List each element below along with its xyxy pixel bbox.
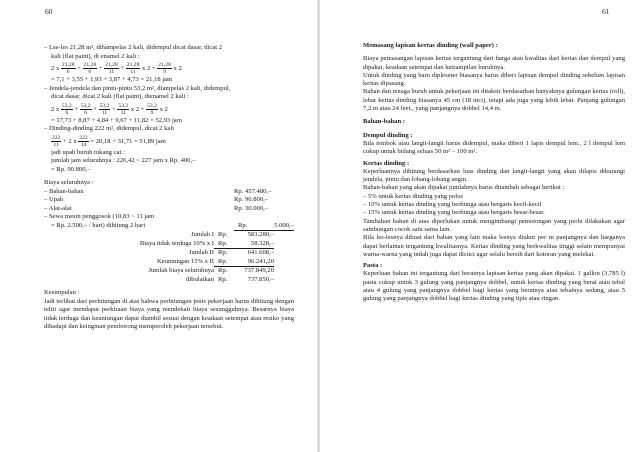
- dinding-line-1: – Dinding-dinding 222 m², didempul, dicat 2 kali: [44, 125, 174, 132]
- kesimpulan-text: Jadi terlihat dari perhitungan di atas bahwa perhitungan jenis pekerjaan harus dihitung dengan teliti agar mendapat perkiraan biaya yang mendekati biaya sesungguhnya. Besarnya biaya tidak terduga dan keuntungan dapat diambil sesuai dengan keadaan setempat atau resiko yang dihadapi dan keinginan pemborong memperoleh pekerjaan tersebut.: [44, 297, 294, 330]
- les-line-1: – Les-les 21,28 m², dihampelas 2 kali, didempul dicat dasar, dicat 2: [44, 44, 223, 51]
- cost-row-upah: – Upah Rp. 90.800,–: [44, 196, 269, 203]
- para-pemotongan: Tambahan bahan di atas diperlukan untuk mengimbangi pemotongan yang perlu dilakukan agar sambungan cocok satu sama lain.: [363, 217, 625, 233]
- page-number-right: 61: [602, 7, 610, 16]
- heading-kertas: Kertas dinding :: [363, 159, 410, 167]
- total-row-dibulatkan: dibulatkan Rp. 737.850,–: [186, 275, 274, 283]
- list-item: – 10% untuk kertas dinding yang berbunga atau bergaris kecil-kecil: [363, 201, 542, 209]
- jendela-line-1: – Jendela-jendela dan pintu-pintu 53,2 m², diampelas 2 kali, didempul,: [44, 84, 231, 92]
- formula-les: 2 x $\frac{21,28}{6}$ + $\frac{21,28}{6}$ + $\frac{21,28}{11}$ + $\frac{21,28}{11}$ x 2 + $\frac{21,28}{9}$ x 2: [51, 62, 182, 75]
- upah-line-2: jumlah jam seluruhnya : 226,42 ~ 227 jam x Rp. 400,–: [51, 157, 196, 164]
- list-item: – 5% untuk kertas dinding yang polos: [363, 192, 463, 200]
- total-row-mesin: = Rp. 2.500,– / hari) dihitung 2 hari Rp. 5.000,–: [44, 222, 294, 232]
- jendela-line-2: dicat dasar, dicat 2 kali (flat paint), dienamel 2 kali :: [51, 93, 189, 100]
- les-line-2: kali (flat paint), di enamel 2 kali :: [51, 52, 140, 60]
- para-biaya: Biaya pemasangan lapisan kertas tergantung dari harga atau kwalitas dari kertas dan dempul yang dipakai, keadaan setempat dan ketrampilan buruhnya.: [363, 55, 625, 71]
- formula-jendela: 2 x $\frac{53,2}{6}$ + $\frac{53,2}{6}$ + $\frac{53,2}{11}$ + $\frac{53,2}{11}$ x 2 + $\frac{53,2}{9}$ x 2: [51, 102, 168, 116]
- formula-dinding: $\frac{222}{11}$ + 2 x $\frac{222}{14}$ = 20,18 + 31,71 = 51,89 jam: [52, 134, 166, 148]
- page-number-left: 60: [45, 7, 53, 16]
- upah-line-3: = Rp. 90.800,–: [51, 165, 91, 173]
- total-row-jumlah-2: Jumlah II Rp. 641.608,–: [188, 249, 274, 256]
- para-bahan-tenaga: Bahan dan tenaga buruh untuk pekerjaan ini ditaksir berdasarkan banyaknya gulungan kertas (roll), lebar kertas dinding biasanya 45 cm (18 inci), tetapi ada juga yang lebih lebar. Panjang gulungan 7,2 m atau 24 feet., yang panjangnya dobbel 14,4 m.: [363, 88, 626, 113]
- para-pasta: Keperluan bahan ini tergantung dari beratnya lapisan kertas yang akan dipakai. 1 gallon (3,785 l) pasta cukup untuk 3 gulung yang panjangnya dobbel, untuk kertas dinding yang berat atau tebal atau 4 gulung yang panjangnya dobbel bagi kertas yang beratnya atau tebalnya sedang, atau 5 gulung yang panjangnya dobbel bagi kertas dinding yang tipis atau ringan.: [363, 270, 625, 303]
- heading-dempul: Dempul dinding :: [363, 131, 413, 139]
- total-row-jumlah-1: Jumlah I Rp. 583.280,–: [191, 231, 274, 238]
- total-row-tak-terduga: Biaya tidak terduga 10% x I Rp. 58.328,–: [44, 240, 294, 250]
- jendela-result: = 17,73 + 8,87 + 4,84 + 9,67 + 11,82 = 52,93 jam: [51, 116, 182, 124]
- para-dinding-baru: Untuk dinding yang baru dipleseter biasanya harus diberi lapisan dempul dinding sebelum lapisan kertas dipasang.: [363, 71, 625, 88]
- right-column: [363, 42, 625, 304]
- biaya-heading: Biaya seluruhnya :: [44, 179, 94, 186]
- para-les: Bila les-lesnya dibuat dari bahan yang lain maka lesnya diukur per m panjangnya dan harganya dapat berlainan tergantung kwalitasnya. Kertas dinding yang berkwalitas tinggi selain mempunyai warna-warna yang indah juga dapat dicuci agar selalu bersih dari kotoran yang melekat.: [363, 234, 625, 258]
- heading-bahan: Bahan-bahan :: [363, 118, 405, 126]
- list-item: – 15% untuk kertas dinding yang berbunga atau bergaris besar-besar.: [363, 209, 545, 217]
- les-result: = 7,1 + 3,55 + 1,93 + 3,87 + 4,73 = 21,18 jam: [51, 76, 173, 83]
- mesin-line: – Sewa mesin penggosok (10,83 ~ 11 jam: [44, 213, 155, 220]
- para-keperluan: Keperluannya dihitung berdasarkan luas dinding dan langit-langit yang akan dilapis dikurangi jendela, pintu dan lobang-lobang angin.: [363, 167, 625, 184]
- left-column: [44, 44, 294, 332]
- total-row-jumlah-seluruhnya: Jumlah biaya seluruhnya Rp. 737.849,20: [148, 267, 274, 274]
- cost-row-alat: – Alat-alat Rp. 30.000,–: [44, 204, 269, 212]
- cost-row-bahan: – Bahan-bahan Rp. 457.480,–: [44, 187, 272, 195]
- upah-line-1: jadi upah buruh tukang cat :: [51, 148, 125, 156]
- heading-pasta: Pasta :: [363, 262, 383, 270]
- para-tambahan: Bahan-bahan yang akan dipakai jumlahnya harus ditambah sebagai berikut :: [363, 184, 565, 192]
- kesimpulan-heading: Kesimpulan :: [44, 289, 80, 296]
- para-dempul: Bila tembok atau langit-langit harus didempul, maka diberi 1 lapis dempul lem., 2 l dempul lem cukup untuk bidang seluas 50 m² – 100 m².: [363, 139, 625, 156]
- total-row-keuntungan: Keuntungan 15% x II Rp. 96.241,20: [44, 258, 294, 268]
- heading-wallpaper: Memasang lapisan kertas dinding (wall paper) :: [363, 42, 498, 49]
- right-page: [319, 0, 638, 452]
